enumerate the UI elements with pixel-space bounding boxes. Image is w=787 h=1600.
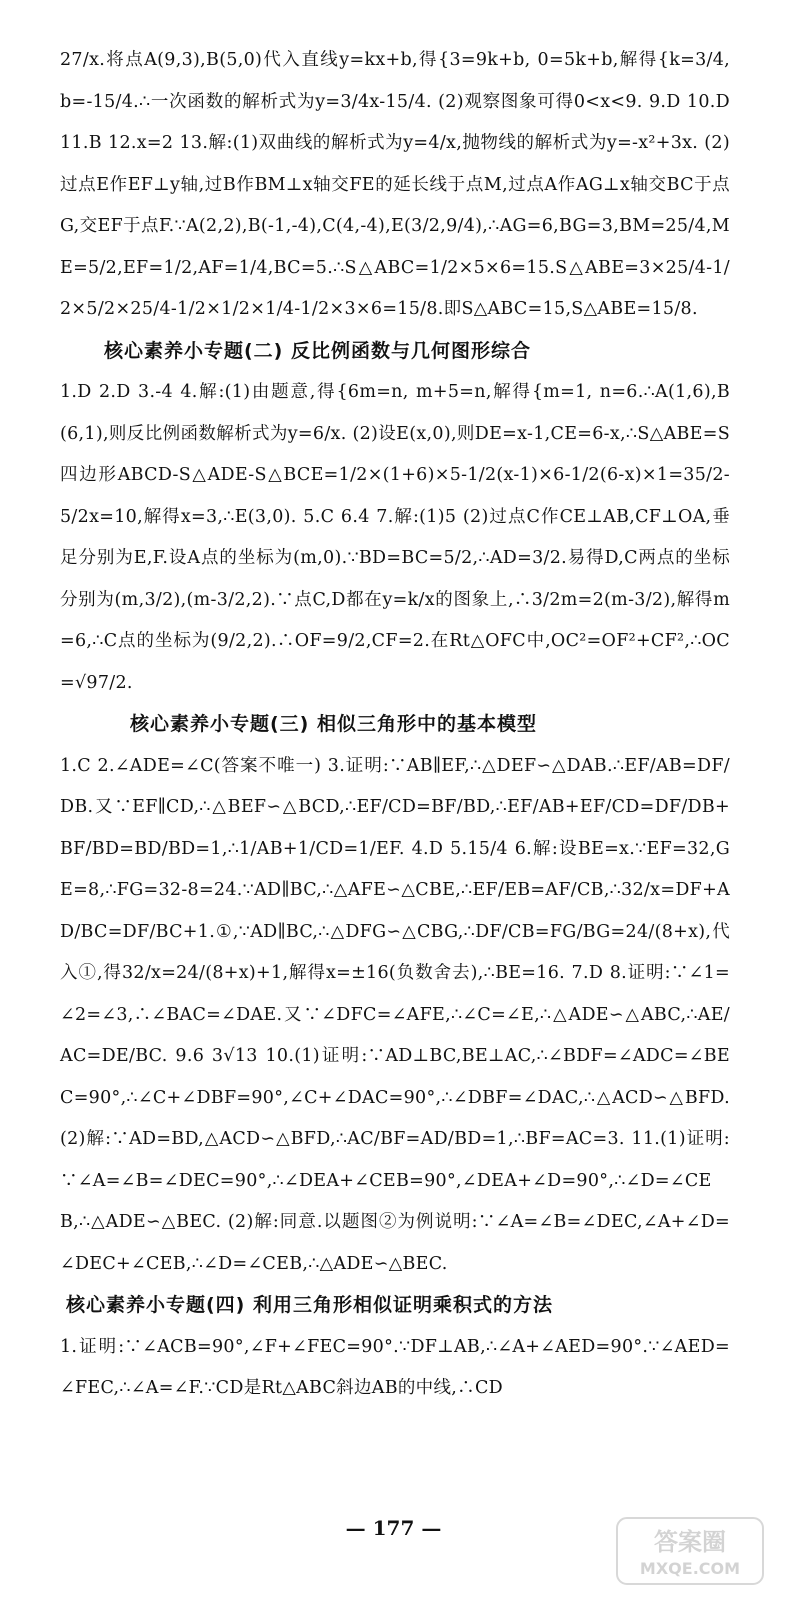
- watermark-line2: MXQE.COM: [639, 1559, 741, 1578]
- answer-page: [60, 40, 730, 1410]
- section-heading-3: 核心素养小专题(三) 相似三角形中的基本模型: [130, 713, 537, 735]
- answer-paragraph-section-4: 1.证明:∵∠ACB=90°,∠F+∠FEC=90°.∵DF⊥AB,∴∠A+∠AED=90°.∵∠AED=∠FEC,∴∠A=∠F.∵CD是Rt△ABC斜边AB的中线,∴CD: [60, 1336, 730, 1398]
- watermark-logo: [615, 1516, 765, 1586]
- answer-paragraph-section-2: 1.D 2.D 3.-4 4.解:(1)由题意,得{6m=n, m+5=n,解得{m=1, n=6.∴A(1,6),B(6,1),则反比例函数解析式为y=6/x. (2)设E(x,0),则DE=x-1,CE=6-x,∴S△ABE=S四边形ABCD-S△ADE-S△BCE=1/2×(1+6)×5-1/2(x-1)×6-1/2(6-x)×1=35/2-5/2x=10,解得x=3,∴E(3,0). 5.C 6.4 7.解:(1)5 (2)过点C作CE⊥AB,CF⊥OA,垂足分别为E,F.设A点的坐标为(m,0).∵BD=BC=5/2,∴AD=3/2.易得D,C两点的坐标分别为(m,3/2),(m-3/2,2).∵点C,D都在y=k/x的图象上,∴3/2m=2(m-3/2),解得m=6,∴C点的坐标为(9/2,2).∴OF=9/2,CF=2.在Rt△OFC中,OC²=OF²+CF²,∴OC=√97/2.: [60, 382, 730, 693]
- section-heading-2: 核心素养小专题(二) 反比例函数与几何图形综合: [104, 339, 531, 362]
- page-number: — 177 —: [345, 1516, 442, 1540]
- answer-paragraph-section-3: 1.C 2.∠ADE=∠C(答案不唯一) 3.证明:∵AB∥EF,∴△DEF∽△DAB.∴EF/AB=DF/DB.又∵EF∥CD,∴△BEF∽△BCD,∴EF/CD=BF/BD,∴EF/AB+EF/CD=DF/DB+BF/BD=BD/BD=1,∴1/AB+1/CD=1/EF. 4.D 5.15/4 6.解:设BE=x.∵EF=32,GE=8,∴FG=32-8=24.∵AD∥BC,∴△AFE∽△CBE,∴EF/EB=AF/CB,∴32/x=DF+AD/BC=DF/BC+1.①,∵AD∥BC,∴△DFG∽△CBG,∴DF/CB=FG/BG=24/(8+x),代入①,得32/x=24/(8+x)+1,解得x=±16(负数舍去),∴BE=16. 7.D 8.证明:∵∠1=∠2=∠3,∴∠BAC=∠DAE.又∵∠DFC=∠AFE,∴∠C=∠E,∴△ADE∽△ABC,∴AE/AC=DE/BC. 9.6 3√13 10.(1)证明:∵AD⊥BC,BE⊥AC,∴∠BDF=∠ADC=∠BEC=90°,∴∠C+∠DBF=90°,∠C+∠DAC=90°,∴∠DBF=∠DAC,∴△ACD∽△BFD. (2)解:∵AD=BD,△ACD∽△BFD,∴AC/BF=AD/BD=1,∴BF=AC=3. 11.(1)证明:∵∠A=∠B=∠DEC=90°,∴∠DEA+∠CEB=90°,∠DEA+∠D=90°,∴∠D=∠CEB,∴△ADE∽△BEC. (2)解:同意.以题图②为例说明:∵∠A=∠B=∠DEC,∠A+∠D=∠DEC+∠CEB,∴∠D=∠CEB,∴△ADE∽△BEC.: [60, 755, 730, 1274]
- watermark-line1: 答案圈: [654, 1528, 726, 1556]
- answer-paragraph-top: 27/x.将点A(9,3),B(5,0)代入直线y=kx+b,得{3=9k+b, 0=5k+b,解得{k=3/4, b=-15/4.∴一次函数的解析式为y=3/4x-15/4. (2)观察图象可得0<x<9. 9.D 10.D 11.B 12.x=2 13.解:(1)双曲线的解析式为y=4/x,抛物线的解析式为y=-x²+3x. (2)过点E作EF⊥y轴,过B作BM⊥x轴交FE的延长线于点M,过点A作AG⊥x轴交BC于点G,交EF于点F.∵A(2,2),B(-1,-4),C(4,-4),E(3/2,9/4),∴AG=6,BG=3,BM=25/4,ME=5/2,EF=1/2,AF=1/4,BC=5.∴S△ABC=1/2×5×6=15.S△ABE=3×25/4-1/2×5/2×25/4-1/2×1/2×1/4-1/2×3×6=15/8.即S△ABC=15,S△ABE=15/8.: [60, 50, 730, 319]
- section-heading-4: 核心素养小专题(四) 利用三角形相似证明乘积式的方法: [66, 1294, 553, 1316]
